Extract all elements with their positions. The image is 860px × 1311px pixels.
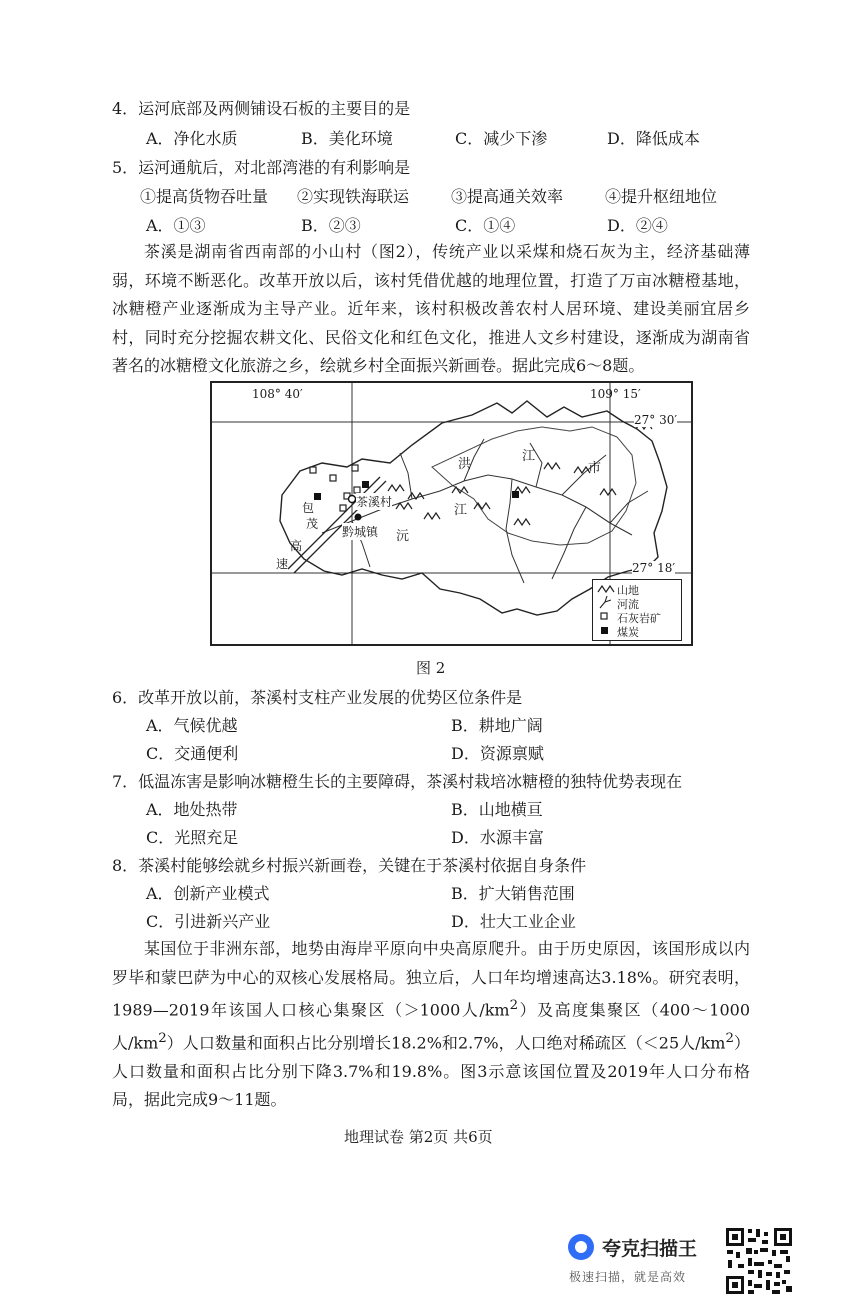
q8-option-a[interactable]: A．创新产业模式 <box>146 884 270 903</box>
legend-river: 河流 <box>617 598 639 611</box>
q5-item-2: ②实现铁海联运 <box>297 187 410 206</box>
passage2-sup-1: 2 <box>509 998 519 1013</box>
q6-option-a[interactable]: A．气候优越 <box>146 716 238 735</box>
legend-symbols <box>595 580 615 640</box>
watermark-slogan: 极速扫描，就是高效 <box>569 1270 687 1284</box>
question-7-stem: 7．低温冻害是影响冰糖橙生长的主要障碍，茶溪村栽培冰糖橙的独特优势表现在 <box>112 772 683 791</box>
q8-option-d[interactable]: D．壮大工业企业 <box>451 912 576 931</box>
passage-east-africa <box>112 935 750 1115</box>
passage-chaxi: 茶溪是湖南省西南部的小山村（图2），传统产业以采煤和烧石灰为主，经济基础薄弱，环境不断恶化。改革开放以后，该村凭借优越的地理位置，打造了万亩冰糖橙基地，冰糖橙产业逐渐成为主导产业。近年来，该村积极改善农村人居环境、建设美丽宜居乡村，同时充分挖掘农耕文化、民俗文化和红色文化，推进人文乡村建设，逐渐成为湖南省著名的冰糖橙文化旅游之乡，绘就乡村全面振兴新画卷。据此完成6～8题。 <box>112 242 750 375</box>
question-6-stem: 6．改革开放以前，茶溪村支柱产业发展的优势区位条件是 <box>112 688 523 707</box>
legend-mountain: 山地 <box>617 584 639 597</box>
map-label-mao: 茂 <box>306 517 319 531</box>
legend-coal: 煤炭 <box>617 626 639 639</box>
q5-option-a[interactable]: A．①③ <box>146 216 206 235</box>
q5-item-1: ①提高货物吞吐量 <box>140 187 269 206</box>
q5-item-3: ③提高通关效率 <box>451 187 564 206</box>
passage2-sup-2: 2 <box>158 1030 167 1046</box>
lon-label-right: 109° 15′ <box>590 387 641 401</box>
q4-option-b[interactable]: B．美化环境 <box>301 129 393 148</box>
q4-option-a[interactable]: A．净化水质 <box>146 129 238 148</box>
qr-code-icon <box>724 1226 794 1296</box>
question-5-stem: 5．运河通航后，对北部湾港的有利影响是 <box>112 158 411 177</box>
lon-label-left: 108° 40′ <box>252 387 303 401</box>
q6-option-d[interactable]: D．资源禀赋 <box>451 744 544 763</box>
question-8-stem: 8．茶溪村能够绘就乡村振兴新画卷，关键在于茶溪村依据自身条件 <box>112 856 587 875</box>
q5-option-c[interactable]: C．①④ <box>455 216 516 235</box>
figure-2-caption: 图 2 <box>416 659 446 677</box>
q7-option-b[interactable]: B．山地横亘 <box>451 800 543 819</box>
passage2-part2: ）及高度集聚区（400～1000人/km <box>112 1000 750 1053</box>
map-label-jiang-2: 江 <box>454 503 468 518</box>
q7-option-c[interactable]: C．光照充足 <box>146 828 239 847</box>
q7-option-d[interactable]: D．水源丰富 <box>451 828 544 847</box>
passage2-part3: ）人口数量和面积占比分别增长18.2%和2.7%，人口绝对稀疏区（＜25人/km <box>166 1033 726 1053</box>
q8-option-b[interactable]: B．扩大销售范围 <box>451 884 575 903</box>
q5-option-b[interactable]: B．②③ <box>301 216 361 235</box>
figure-2-map <box>210 381 693 646</box>
q8-option-c[interactable]: C．引进新兴产业 <box>146 912 271 931</box>
q7-option-a[interactable]: A．地处热带 <box>146 800 238 819</box>
q4-option-c[interactable]: C．减少下渗 <box>455 129 548 148</box>
map-label-bao: 包 <box>302 501 315 515</box>
map-label-gao: 高 <box>290 539 303 553</box>
map-label-su: 速 <box>276 557 289 571</box>
map-legend <box>592 579 682 641</box>
passage2-part4: ）人口数量和面积占比分别下降3.7%和19.8%。图3示意该国位置及2019年人口分布格局，据此完成9～11题。 <box>112 1033 750 1110</box>
q6-option-b[interactable]: B．耕地广阔 <box>451 716 543 735</box>
map-label-jiang-1: 江 <box>522 449 536 464</box>
page-footer: 地理试卷 第2页 共6页 <box>344 1128 493 1146</box>
watermark-brand: 夸克扫描王 <box>602 1238 698 1260</box>
q5-option-d[interactable]: D．②④ <box>607 216 668 235</box>
quark-logo-icon <box>568 1234 594 1260</box>
map-label-shi: 市 <box>588 461 602 476</box>
map-label-qiancheng-town: 黔城镇 <box>342 525 379 539</box>
legend-limestone: 石灰岩矿 <box>617 612 661 625</box>
question-4-stem: 4．运河底部及两侧铺设石板的主要目的是 <box>112 99 411 118</box>
passage2-sup-3: 2 <box>725 1030 734 1046</box>
q5-item-4: ④提升枢纽地位 <box>605 187 718 206</box>
lat-label-bottom: 27° 18′ <box>632 561 676 575</box>
map-label-yuan: 沅 <box>396 529 410 544</box>
q4-option-d[interactable]: D．降低成本 <box>607 129 700 148</box>
lat-label-top: 27° 30′ <box>634 413 678 427</box>
q6-option-c[interactable]: C．交通便利 <box>146 744 239 763</box>
map-label-chaxi-village: 茶溪村 <box>356 495 393 509</box>
passage2-part1: 某国位于非洲东部，地势由海岸平原向中央高原爬升。由于历史原因，该国形成以内罗毕和蒙巴萨为中心的双核心发展格局。独立后，人口年均增速高达3.18%。研究表明，1989—2019年该国人口核心集聚区（＞1000人/km <box>112 939 750 1020</box>
map-label-hong: 洪 <box>458 457 472 472</box>
